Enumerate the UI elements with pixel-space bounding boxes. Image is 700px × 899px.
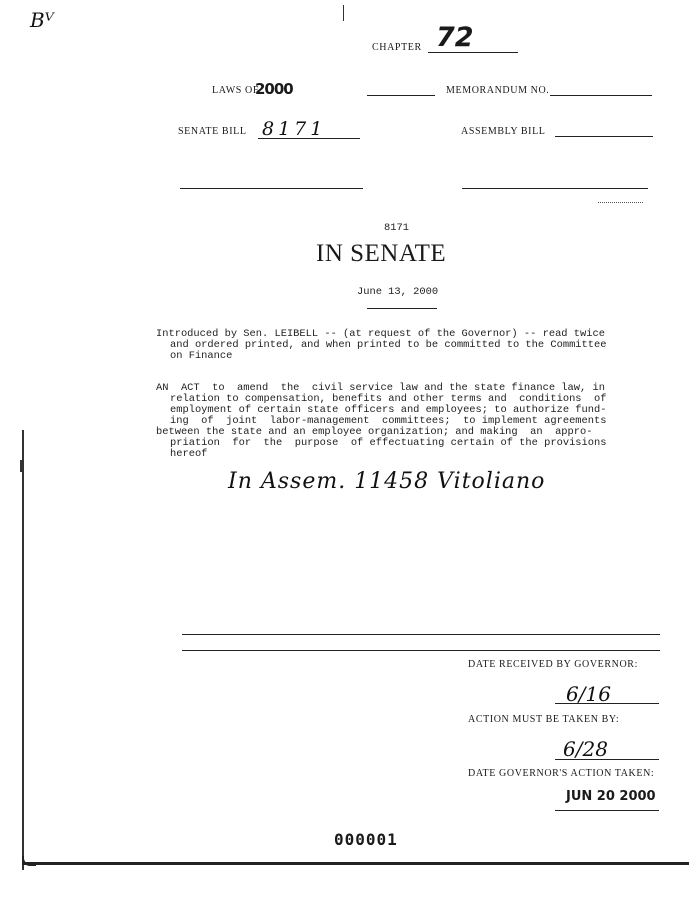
action-taken-line [555, 810, 659, 811]
action-taken-label: DATE GOVERNOR'S ACTION TAKEN: [468, 768, 655, 779]
date-underline [367, 308, 437, 309]
act-line: priation for the purpose of effectuating certain of the provisions [170, 437, 607, 449]
bottom-rule-2 [182, 650, 660, 651]
right-blank-line [462, 188, 648, 189]
bottom-border-line [22, 862, 689, 865]
senate-bill-label: SENATE BILL [178, 126, 247, 137]
date-received-label: DATE RECEIVED BY GOVERNOR: [468, 659, 638, 670]
bill-date: June 13, 2000 [357, 286, 439, 298]
act-paragraph [156, 383, 651, 460]
left-border-tick [20, 460, 23, 472]
chapter-underline [428, 52, 518, 53]
chapter-label: CHAPTER [372, 42, 422, 53]
senate-bill-number: 8171 [262, 118, 327, 140]
dotted-mark [598, 202, 643, 203]
introduced-paragraph [156, 329, 651, 362]
act-line: relation to compensation, benefits and other terms and conditions of [170, 393, 607, 405]
top-tick-mark [343, 5, 344, 21]
action-taken-stamp: JUN 20 2000 [566, 789, 656, 804]
act-line: ing of joint labor-management committees; to implement agreements [170, 415, 607, 427]
introduced-line: and ordered printed, and when printed to be committed to the Committee [170, 339, 607, 351]
handwritten-assembly-note: In Assem. 11458 Vitoliano [228, 469, 546, 494]
action-by-line [555, 759, 659, 760]
assembly-bill-label: ASSEMBLY BILL [461, 126, 546, 137]
act-line: employment of certain state officers and employees; to authorize fund- [170, 404, 607, 416]
memorandum-label: MEMORANDUM NO. [446, 85, 550, 96]
assembly-bill-line [555, 136, 653, 137]
laws-of-label: LAWS OF [212, 85, 260, 96]
act-line: AN ACT to amend the civil service law and the state finance law, in [156, 382, 605, 394]
senate-bill-underline [258, 138, 360, 139]
left-border-line [22, 430, 24, 870]
date-received-line [555, 703, 659, 704]
introduced-line: Introduced by Sen. LEIBELL -- (at request of the Governor) -- read twice [156, 328, 605, 340]
chapter-number: 72 [436, 22, 474, 53]
act-line: hereof [170, 448, 208, 460]
action-by-value: 6/28 [563, 737, 608, 761]
laws-of-blank-line [367, 95, 435, 96]
bottom-rule-1 [182, 634, 660, 635]
introduced-line: on Finance [170, 350, 233, 362]
bill-number: 8171 [384, 222, 409, 234]
action-by-label: ACTION MUST BE TAKEN BY: [468, 714, 620, 725]
memorandum-line [550, 95, 652, 96]
laws-of-year: 2000 [255, 80, 293, 98]
left-blank-line [180, 188, 363, 189]
date-received-value: 6/16 [566, 682, 611, 706]
act-line: between the state and an employee organization; and making an appro- [156, 426, 593, 438]
chamber-heading: IN SENATE [316, 240, 447, 267]
page-number: 000001 [334, 830, 398, 849]
corner-mark: Bⱽ [30, 8, 54, 32]
